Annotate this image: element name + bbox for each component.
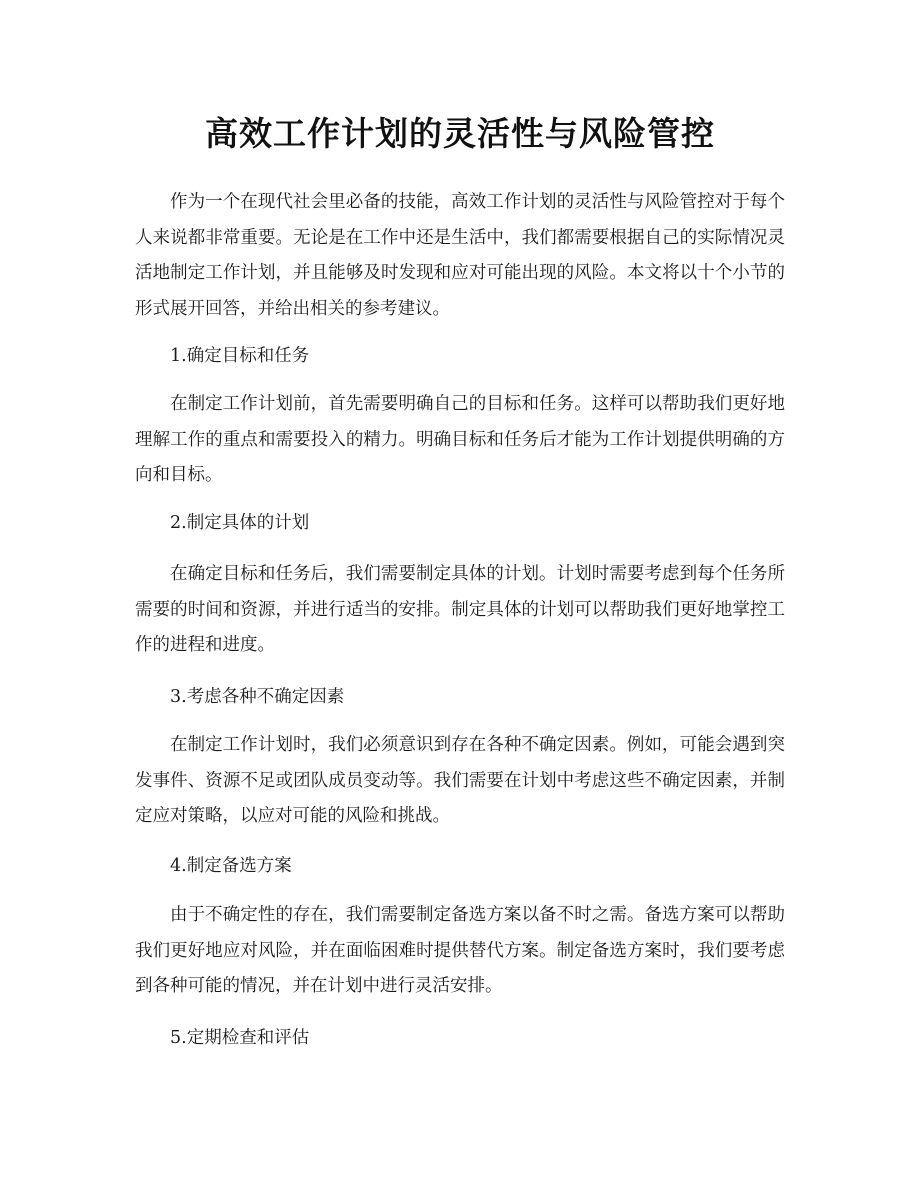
section-paragraph-2: 在确定目标和任务后，我们需要制定具体的计划。计划时需要考虑到每个任务所需要的时间和资源，并进行适当的安排。制定具体的计划可以帮助我们更好地掌控工作的进程和进度。 (135, 564, 785, 655)
section-heading-3: 3.考虑各种不确定因素 (170, 687, 345, 707)
section-heading-4: 4.制定备选方案 (170, 856, 292, 876)
intro-paragraph: 作为一个在现代社会里必备的技能，高效工作计划的灵活性与风险管控对于每个人来说都非常重要。无论是在工作中还是生活中，我们都需要根据自己的实际情况灵活地制定工作计划，并且能够及时发现和应对可能出现的风险。本文将以十个小节的形式展开回答，并给出相关的参考建议。 (135, 192, 785, 319)
section-paragraph-1: 在制定工作计划前，首先需要明确自己的目标和任务。这样可以帮助我们更好地理解工作的重点和需要投入的精力。明确目标和任务后才能为工作计划提供明确的方向和目标。 (135, 394, 785, 485)
section-heading-1: 1.确定目标和任务 (170, 346, 310, 366)
section-heading-2: 2.制定具体的计划 (170, 513, 310, 533)
section-heading-5: 5.定期检查和评估 (170, 1028, 310, 1048)
document-title: 高效工作计划的灵活性与风险管控 (205, 114, 715, 153)
section-paragraph-3: 在制定工作计划时，我们必须意识到存在各种不确定因素。例如，可能会遇到突发事件、资源不足或团队成员变动等。我们需要在计划中考虑这些不确定因素，并制定应对策略，以应对可能的风险和挑战。 (135, 735, 785, 826)
section-paragraph-4: 由于不确定性的存在，我们需要制定备选方案以备不时之需。备选方案可以帮助我们更好地应对风险，并在面临困难时提供替代方案。制定备选方案时，我们要考虑到各种可能的情况，并在计划中进行灵活安排。 (135, 905, 785, 996)
